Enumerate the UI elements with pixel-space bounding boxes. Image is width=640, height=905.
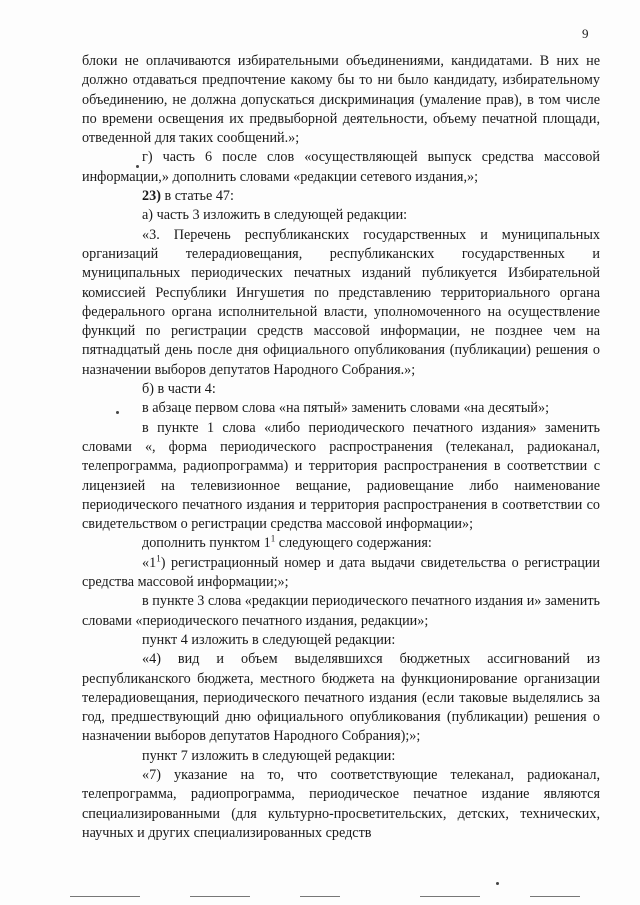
paragraph: пункт 4 изложить в следующей редакции: <box>142 631 396 648</box>
paragraph: в пункте 3 слова «редакции периодического печатного издания и» заменить словами «периодического печатного издания, редакции»; <box>82 593 600 629</box>
paragraph <box>82 534 600 553</box>
paragraph: б) в части 4: <box>142 381 216 398</box>
document-body <box>82 52 600 843</box>
paragraph-text: дополнить пунктом 1 <box>142 535 271 552</box>
page-number: 9 <box>582 26 589 41</box>
paragraph <box>82 554 600 593</box>
scan-speck <box>496 882 499 885</box>
paragraph: а) часть 3 изложить в следующей редакции: <box>142 207 408 224</box>
paragraph: в пункте 1 слова «либо периодического печатного издания» заменить словами «, форма периодического распространения (телеканал, радиоканал, телепрограмма, радиопрограмма) и территория распространения в соответствии с лицензией на телевизионное вещание, радиовещание либо наименование периодического печатного издания и территория распространения в соответствии со свидетельством о регистрации средства массовой информации»; <box>82 419 600 533</box>
paragraph: г) часть 6 после слов «осуществляющей выпуск средства массовой информации,» дополнить словами «редакции сетевого издания,»; <box>82 149 600 185</box>
superscript: 1 <box>270 533 276 544</box>
paragraph <box>82 187 600 206</box>
scan-edge-line <box>70 896 140 897</box>
scan-edge-line <box>420 896 480 897</box>
paragraph-text: ) регистрационный номер и дата выдачи свидетельства о регистрации средства массовой информации;»; <box>82 554 600 591</box>
paragraph: «7) указание на то, что соответствующие телеканал, радиоканал, телепрограмма, радиопрограмма, периодическое печатное издание являются специализированными (для культурно-просветительских, детских, технических, научных и других специализированных средств <box>82 766 600 841</box>
paragraph-text: «1 <box>142 554 157 571</box>
paragraph-text: следующего содержания: <box>275 535 432 552</box>
paragraph: «3. Перечень республиканских государственных и муниципальных организаций телерадиовещания, республиканских государственных и муниципальных периодических печатных изданий публикуется Избирательной комиссией Республики Ингушетия по представлению территориального органа федерального органа исполнительной власти, уполномоченного на осуществление функций по регистрации средств массовой информации, не позднее чем на пятнадцатый день после дня официального опубликования (публикации) решения о назначении выборов депутатов Народного Собрания.»; <box>82 226 600 378</box>
scan-speck <box>116 411 119 414</box>
scan-edge-line <box>530 896 580 897</box>
scan-speck <box>136 165 139 168</box>
paragraph: «4) вид и объем выделявшихся бюджетных ассигнований из республиканского бюджета, местного бюджета на функционирование организации телерадиовещания, периодического печатного издания (если таковые выделялись за год, предшествующий дню официального опубликования (публикации) решения о назначении выборов депутатов Народного Собрания);»; <box>82 651 600 745</box>
paragraph: блоки не оплачиваются избирательными объединениями, кандидатами. В них не должно отдаваться предпочтение какому бы то ни было кандидату, избирательному объединению, не должна допускаться дискриминация (умаление прав), в том числе по времени освещения их предвыборной деятельности, объему печатной площади, отведенной для таких сообщений.»; <box>82 53 600 147</box>
scan-edge-line <box>190 896 250 897</box>
superscript: 1 <box>156 552 161 563</box>
paragraph: в абзаце первом слова «на пятый» заменить словами «на десятый»; <box>142 400 550 417</box>
paragraph-text: в статье 47: <box>160 188 234 205</box>
item-number: 23) <box>142 188 161 205</box>
scan-edge-line <box>300 896 340 897</box>
paragraph: пункт 7 изложить в следующей редакции: <box>142 747 396 764</box>
